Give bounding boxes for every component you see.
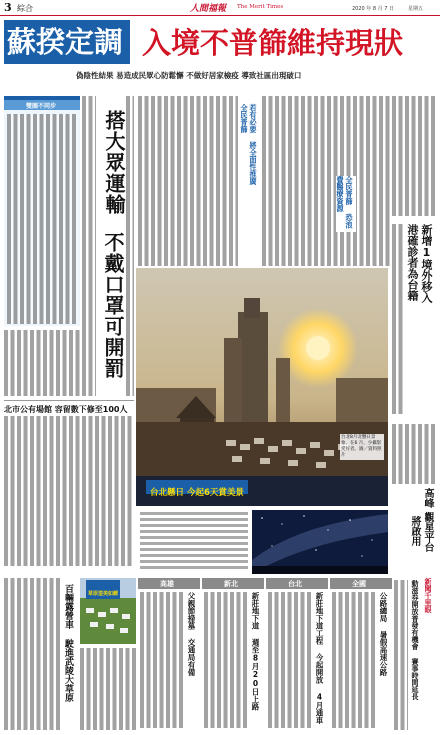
region-kaohsiung-body — [140, 592, 184, 728]
night-sky-photo — [252, 510, 388, 574]
pull-quote-2-text: 全民普篩 恐浪費醫療資源 — [336, 176, 354, 229]
news-brief-headline: 動滋券開放普發有機會 賽事時間延長 — [411, 580, 419, 700]
section-name: 綜合 — [17, 4, 33, 13]
imported-headline-1: 新增1境外移入 — [420, 224, 433, 303]
stadium-headline: 北市公有場館 容留數下修至100人 — [4, 405, 128, 414]
main-photo-caption: 台北8月北懸日景象，在6 月、少攝影愛好者。圖／資料照片 — [340, 434, 384, 460]
center-body-text — [138, 96, 238, 266]
transit-body-text — [4, 330, 80, 396]
headline-band — [4, 20, 436, 64]
pull-quote-1 — [240, 104, 260, 188]
region-newtaipei — [202, 578, 264, 732]
region-newtaipei-headline: 新莊地下道 週至8月20日上路 — [251, 592, 260, 711]
imported-headline-2: 港確診者為台籍 — [406, 224, 419, 301]
region-national-body — [332, 592, 376, 728]
stargazing-headline-1: 高峰 — [422, 488, 433, 508]
paper-logo-english: The Merit Times — [237, 4, 284, 10]
sidebar-body-text — [7, 114, 77, 324]
transit-body-col-right — [82, 96, 96, 396]
bottom-left-body-text — [4, 578, 62, 730]
region-taipei — [266, 578, 328, 732]
main-photo — [136, 268, 388, 506]
regional-strip — [138, 578, 392, 732]
wuling-headline: 百輛露營車 駛進武陵大草原 — [63, 584, 73, 702]
news-brief-label: 新聞千里眼 — [424, 578, 432, 613]
sunset-cityscape-image — [136, 268, 388, 506]
sidebar-box-label: 雙圈不同步 — [26, 103, 57, 110]
issue-weekday: 星期五 — [408, 6, 424, 12]
right-body-text — [392, 96, 436, 216]
transit-headline-1: 搭大眾運輸 — [102, 110, 126, 215]
photo-story-body-text — [140, 512, 248, 572]
region-taipei-headline: 新莊地下道工程 今起開放 4月通車 — [315, 592, 324, 724]
wuling-body-text — [80, 648, 136, 730]
region-national-label: 全國 — [352, 580, 366, 588]
right-body-text-2 — [392, 424, 436, 484]
grass-photo — [80, 578, 136, 644]
grass-photo-banner-text: 草原望美如鏡 — [88, 591, 119, 597]
headline-left: 蘇揆定調 — [7, 25, 124, 59]
transit-headline-2: 不戴口罩可開罰 — [101, 232, 125, 379]
stargazing-headline-2: 觀星平台 — [422, 512, 433, 552]
subhead: 偽陰性結果 易造成民眾心防鬆懈 不做好居家檢疫 導致社區出現破口 — [76, 71, 302, 80]
pull-quote-1-text: 若有必要 將全面性推廣全民普篩 — [240, 104, 258, 185]
issue-date: 2020 年 8 月 7 日 — [352, 6, 395, 12]
region-kaohsiung-headline: 父親節掃墓 交通局有備 — [187, 592, 196, 676]
headline-right: 入境不普篩維持現狀 — [142, 26, 404, 60]
imported-body-text — [392, 224, 403, 414]
grass-photo-banner — [86, 580, 120, 599]
region-newtaipei-label: 新北 — [224, 580, 238, 588]
imported-case-story — [392, 220, 436, 420]
main-photo-banner-text: 台北懸日 今起6天賞美景 — [150, 488, 244, 498]
region-newtaipei-body — [204, 592, 248, 728]
pull-quote-2 — [336, 176, 356, 232]
main-photo-banner — [146, 480, 248, 498]
news-brief — [394, 578, 436, 732]
stargazing-headline-3: 將啟用 — [409, 516, 420, 546]
region-kaohsiung — [138, 578, 200, 732]
region-national-headline: 公路總局 暑假高速公路 — [379, 592, 388, 676]
page-number: 3 — [4, 1, 12, 14]
stadium-divider — [4, 400, 134, 401]
stadium-body-text — [4, 416, 134, 566]
paper-logo: 人間福報 — [190, 4, 227, 14]
news-brief-body — [394, 580, 408, 730]
region-taipei-body — [268, 592, 312, 728]
transit-body-text-2 — [126, 96, 134, 396]
region-national — [330, 578, 392, 732]
region-kaohsiung-label: 高雄 — [160, 580, 174, 588]
center-body-text-2 — [262, 96, 390, 266]
sidebar-box — [4, 96, 80, 326]
milky-way-image — [252, 510, 388, 574]
stargazing-story — [392, 486, 436, 572]
masthead — [0, 0, 440, 16]
region-taipei-label: 台北 — [288, 580, 302, 588]
